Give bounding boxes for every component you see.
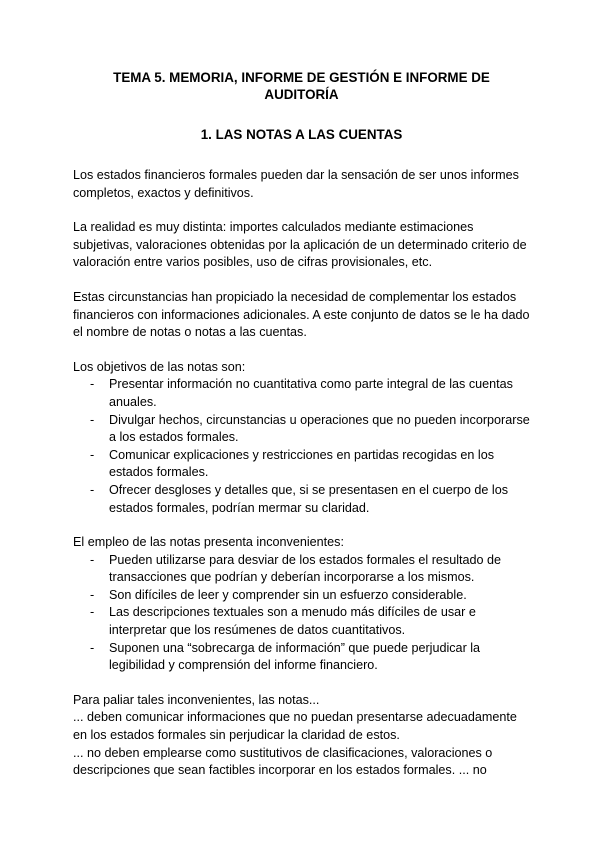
- list-item: [73, 604, 530, 639]
- objectives-intro: Los objetivos de las notas son:: [73, 359, 246, 374]
- drawbacks-intro: El empleo de las notas presenta inconvenientes:: [73, 535, 344, 550]
- dash-bullet: -: [90, 552, 95, 567]
- list-item-text: Comunicar explicaciones y restricciones en partidas recogidas en los estados formales.: [109, 447, 494, 480]
- section-title: 1. LAS NOTAS A LAS CUENTAS: [200, 127, 403, 142]
- remedies-intro: Para paliar tales inconvenientes, las notas...: [73, 692, 320, 707]
- list-item-text: Pueden utilizarse para desviar de los estados formales el resultado de transacciones que podrían y deberían incorporarse a los mismos.: [109, 552, 502, 585]
- dash-bullet: -: [90, 412, 95, 427]
- document-title: TEMA 5. MEMORIA, INFORME DE GESTIÓN E INFORME DE AUDITORÍA: [113, 70, 490, 102]
- list-item-text: Divulgar hechos, circunstancias u operaciones que no pueden incorporarse a los estados formales.: [109, 412, 530, 445]
- paragraph-circumstances: Estas circunstancias han propiciado la necesidad de complementar los estados financieros con informaciones adicionales. A este conjunto de datos se le ha dado el nombre de notas o notas a las cuentas.: [73, 289, 530, 340]
- list-item: [73, 482, 530, 517]
- dash-bullet: -: [90, 587, 95, 602]
- drawbacks-list: [73, 552, 530, 675]
- list-item: [73, 376, 530, 411]
- list-item: [73, 412, 530, 447]
- objectives-list: [73, 376, 530, 517]
- list-item-text: Ofrecer desgloses y detalles que, si se presentasen en el cuerpo de los estados formales, podrían mermar su claridad.: [109, 482, 509, 515]
- list-item: [73, 552, 530, 587]
- remedies-line-1: ... deben comunicar informaciones que no puedan presentarse adecuadamente en los estados formales sin perjudicar la claridad de estos.: [73, 710, 517, 743]
- paragraph-reality: La realidad es muy distinta: importes calculados mediante estimaciones subjetivas, valoraciones obtenidas por la aplicación de un determinado criterio de valoración entre varios posibles, uso de cifras provisionales, etc.: [73, 220, 527, 270]
- list-item: [73, 640, 530, 675]
- dash-bullet: -: [90, 605, 95, 620]
- list-item-text: Suponen una “sobrecarga de información” que puede perjudicar la legibilidad y comprensión del informe financiero.: [109, 640, 481, 673]
- dash-bullet: -: [90, 640, 95, 655]
- dash-bullet: -: [90, 447, 95, 462]
- dash-bullet: -: [90, 482, 95, 497]
- list-item: [73, 587, 530, 605]
- list-item: [73, 447, 530, 482]
- remedies-line-2: ... no deben emplearse como sustitutivos de clasificaciones, valoraciones o descripciones que sean factibles incorporar en los estados formales. ... no: [73, 745, 493, 778]
- list-item-text: Presentar información no cuantitativa como parte integral de las cuentas anuales.: [109, 377, 513, 409]
- list-item-text: Son difíciles de leer y comprender sin un esfuerzo considerable.: [109, 587, 467, 602]
- list-item-text: Las descripciones textuales son a menudo más difíciles de usar e interpretar que los resúmenes de datos cuantitativos.: [109, 605, 476, 638]
- dash-bullet: -: [90, 377, 95, 392]
- paragraph-intro: Los estados financieros formales pueden dar la sensación de ser unos informes completos, exactos y definitivos.: [73, 168, 519, 200]
